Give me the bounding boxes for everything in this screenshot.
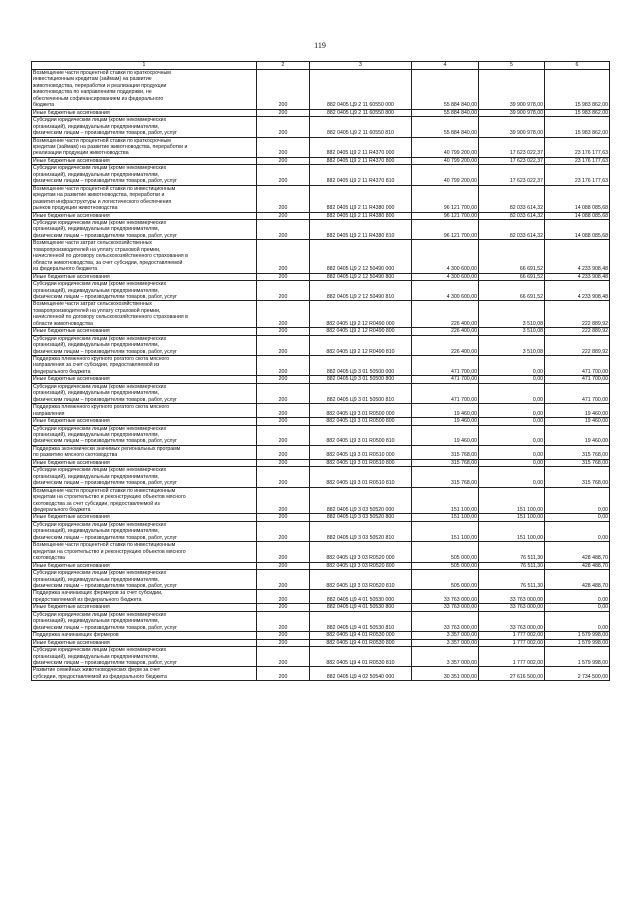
row-classification-code-cell: 882 0405 Ц9 3 01 50500 000 <box>310 356 412 376</box>
table-row <box>32 418 610 425</box>
row-approved-amount-cell: 3 357 000,00 <box>412 647 479 667</box>
row-approved-amount-cell: 226 400,00 <box>412 335 479 355</box>
row-executed-amount-cell: 0,00 <box>479 383 545 403</box>
row-approved-amount-cell: 96 121 700,00 <box>412 219 479 239</box>
row-code-cell: 200 <box>257 604 310 611</box>
row-approved-amount-cell: 55 884 840,00 <box>412 70 479 110</box>
row-code-cell: 200 <box>257 570 310 590</box>
row-code-cell: 200 <box>257 467 310 487</box>
row-classification-code-cell: 882 0405 Ц9 3 01 R0510 000 <box>310 445 412 459</box>
table-row <box>32 117 610 137</box>
row-code-cell: 200 <box>257 356 310 376</box>
row-classification-code-cell: 882 0405 Ц9 2 12 R0490 000 <box>310 301 412 328</box>
row-code-cell: 200 <box>257 459 310 466</box>
row-name-cell: Иные бюджетные ассигнования <box>32 459 257 466</box>
row-approved-amount-cell: 96 121 700,00 <box>412 212 479 219</box>
row-approved-amount-cell: 471 700,00 <box>412 376 479 383</box>
row-unexecuted-amount-cell: 0,00 <box>545 521 610 541</box>
row-approved-amount-cell: 4 300 600,00 <box>412 281 479 301</box>
row-code-cell: 200 <box>257 514 310 521</box>
page-number: 119 <box>314 41 326 50</box>
row-name-cell: Иные бюджетные ассигнования <box>32 639 257 646</box>
row-approved-amount-cell: 226 400,00 <box>412 328 479 335</box>
row-unexecuted-amount-cell: 222 889,92 <box>545 335 610 355</box>
row-classification-code-cell: 882 0405 Ц9 4 01 R0530 810 <box>310 647 412 667</box>
table-row <box>32 219 610 239</box>
row-classification-code-cell: 882 0405 Ц9 3 01 R0510 810 <box>310 467 412 487</box>
row-code-cell: 200 <box>257 70 310 110</box>
row-executed-amount-cell: 0,00 <box>479 445 545 459</box>
row-executed-amount-cell: 0,00 <box>479 418 545 425</box>
row-unexecuted-amount-cell: 1 579 998,00 <box>545 647 610 667</box>
row-approved-amount-cell: 19 460,00 <box>412 404 479 418</box>
row-executed-amount-cell: 17 623 022,37 <box>479 165 545 185</box>
row-unexecuted-amount-cell: 4 233 908,48 <box>545 281 610 301</box>
row-name-cell: Субсидии юридическим лицам (кроме некоммерческих организаций), индивидуальным предпринимателям, физическим лицам – производителям товаров, работ, услуг <box>32 521 257 541</box>
row-approved-amount-cell: 471 700,00 <box>412 356 479 376</box>
table-row <box>32 404 610 418</box>
row-name-cell: Иные бюджетные ассигнования <box>32 273 257 280</box>
table-row <box>32 335 610 355</box>
row-code-cell: 200 <box>257 521 310 541</box>
row-code-cell: 200 <box>257 212 310 219</box>
row-name-cell: Субсидии юридическим лицам (кроме некоммерческих организаций), индивидуальным предпринимателям, физическим лицам – производителям товаров, работ, услуг <box>32 570 257 590</box>
row-classification-code-cell: 882 0405 Ц9 3 03 R0520 810 <box>310 570 412 590</box>
row-code-cell: 200 <box>257 240 310 273</box>
row-unexecuted-amount-cell: 2 734 500,00 <box>545 667 610 681</box>
row-approved-amount-cell: 4 300 600,00 <box>412 240 479 273</box>
row-approved-amount-cell: 19 460,00 <box>412 418 479 425</box>
row-code-cell: 200 <box>257 185 310 212</box>
row-classification-code-cell: 882 0405 Ц9 2 11 60550 810 <box>310 117 412 137</box>
row-unexecuted-amount-cell: 23 176 177,63 <box>545 137 610 157</box>
table-row <box>32 185 610 212</box>
column-header: 6 <box>545 62 610 70</box>
table-row <box>32 632 610 639</box>
row-name-cell: Иные бюджетные ассигнования <box>32 562 257 569</box>
row-classification-code-cell: 882 0405 Ц9 4 01 50530 800 <box>310 604 412 611</box>
row-code-cell: 200 <box>257 647 310 667</box>
table-row <box>32 562 610 569</box>
table-row <box>32 328 610 335</box>
table-row <box>32 383 610 403</box>
row-name-cell: Поддержка начинающих фермеров <box>32 632 257 639</box>
table-row <box>32 639 610 646</box>
row-classification-code-cell: 882 0405 Ц9 2 11 R4370 000 <box>310 137 412 157</box>
row-approved-amount-cell: 315 768,00 <box>412 459 479 466</box>
row-name-cell: Субсидии юридическим лицам (кроме некоммерческих организаций), индивидуальным предпринимателям, физическим лицам – производителям товаров, работ, услуг <box>32 165 257 185</box>
table-row <box>32 459 610 466</box>
row-code-cell: 200 <box>257 109 310 116</box>
row-code-cell: 200 <box>257 418 310 425</box>
row-code-cell: 200 <box>257 639 310 646</box>
row-unexecuted-amount-cell: 23 176 177,63 <box>545 157 610 164</box>
row-executed-amount-cell: 17 623 022,37 <box>479 137 545 157</box>
row-name-cell: Возмещение части затрат сельскохозяйственных товаропроизводителей на уплату страховой премии, начисленной по договору сельскохозяйственного страхования в области животноводства, за счет субсидии, предоставляемой из федерального бюджета <box>32 240 257 273</box>
row-name-cell: Иные бюджетные ассигнования <box>32 418 257 425</box>
table-row <box>32 301 610 328</box>
column-header: 5 <box>479 62 545 70</box>
row-executed-amount-cell: 82 033 614,32 <box>479 185 545 212</box>
row-classification-code-cell: 882 0405 Ц9 3 03 50520 000 <box>310 487 412 514</box>
row-executed-amount-cell: 1 777 002,00 <box>479 639 545 646</box>
row-name-cell: Субсидии юридическим лицам (кроме некоммерческих организаций), индивидуальным предпринимателям, физическим лицам – производителям товаров, работ, услуг <box>32 335 257 355</box>
row-executed-amount-cell: 27 616 500,00 <box>479 667 545 681</box>
row-classification-code-cell: 882 0405 Ц9 2 11 R4380 810 <box>310 219 412 239</box>
row-classification-code-cell: 882 0405 Ц9 3 01 R0510 800 <box>310 459 412 466</box>
row-unexecuted-amount-cell: 0,00 <box>545 611 610 631</box>
row-code-cell: 200 <box>257 425 310 445</box>
row-approved-amount-cell: 33 763 000,00 <box>412 590 479 604</box>
row-name-cell: Субсидии юридическим лицам (кроме некоммерческих организаций), индивидуальным предпринимателям, физическим лицам – производителям товаров, работ, услуг <box>32 647 257 667</box>
row-name-cell: Субсидии юридическим лицам (кроме некоммерческих организаций), индивидуальным предпринимателям, физическим лицам – производителям товаров, работ, услуг <box>32 219 257 239</box>
row-code-cell: 200 <box>257 404 310 418</box>
row-code-cell: 200 <box>257 376 310 383</box>
row-classification-code-cell: 882 0405 Ц9 3 01 R0500 800 <box>310 418 412 425</box>
row-name-cell: Поддержка племенного крупного рогатого скота мясного направления за счет субсидии, предоставляемой из федерального бюджета <box>32 356 257 376</box>
table-row <box>32 165 610 185</box>
table-row <box>32 70 610 110</box>
row-unexecuted-amount-cell: 23 176 177,63 <box>545 165 610 185</box>
table-row <box>32 570 610 590</box>
row-executed-amount-cell: 1 777 002,00 <box>479 647 545 667</box>
row-approved-amount-cell: 471 700,00 <box>412 383 479 403</box>
row-classification-code-cell: 882 0405 Ц9 2 11 R4380 800 <box>310 212 412 219</box>
row-classification-code-cell: 882 0405 Ц9 2 11 R4370 800 <box>310 157 412 164</box>
row-unexecuted-amount-cell: 1 579 998,00 <box>545 639 610 646</box>
row-executed-amount-cell: 0,00 <box>479 404 545 418</box>
row-unexecuted-amount-cell: 15 983 862,00 <box>545 109 610 116</box>
table-row <box>32 137 610 157</box>
row-executed-amount-cell: 151 100,00 <box>479 514 545 521</box>
row-unexecuted-amount-cell: 19 460,00 <box>545 425 610 445</box>
row-unexecuted-amount-cell: 315 768,00 <box>545 459 610 466</box>
row-approved-amount-cell: 40 799 200,00 <box>412 137 479 157</box>
row-name-cell: Иные бюджетные ассигнования <box>32 157 257 164</box>
row-executed-amount-cell: 1 777 002,00 <box>479 632 545 639</box>
row-name-cell: Поддержка экономически значимых региональных программ по развитию мясного скотоводства <box>32 445 257 459</box>
table-row <box>32 281 610 301</box>
row-unexecuted-amount-cell: 0,00 <box>545 487 610 514</box>
table-row <box>32 611 610 631</box>
row-code-cell: 200 <box>257 542 310 562</box>
row-unexecuted-amount-cell: 471 700,00 <box>545 383 610 403</box>
row-executed-amount-cell: 76 511,30 <box>479 562 545 569</box>
row-name-cell: Иные бюджетные ассигнования <box>32 514 257 521</box>
row-unexecuted-amount-cell: 15 983 862,00 <box>545 117 610 137</box>
row-code-cell: 200 <box>257 335 310 355</box>
row-code-cell: 200 <box>257 157 310 164</box>
row-name-cell: Иные бюджетные ассигнования <box>32 376 257 383</box>
row-name-cell: Возмещение части процентной ставки по инвестиционным кредитам на строительство и реконструкцию объектов мясного скотоводства за счет субсидии, предоставляемой из федерального бюджета <box>32 487 257 514</box>
row-name-cell: Субсидии юридическим лицам (кроме некоммерческих организаций), индивидуальным предпринимателям, физическим лицам – производителям товаров, работ, услуг <box>32 117 257 137</box>
row-name-cell: Возмещение части затрат сельскохозяйственных товаропроизводителей на уплату страховой премии, начисленной по договору сельскохозяйственного страхования в области животноводства <box>32 301 257 328</box>
row-name-cell: Иные бюджетные ассигнования <box>32 328 257 335</box>
row-unexecuted-amount-cell: 1 579 998,00 <box>545 632 610 639</box>
row-approved-amount-cell: 33 763 000,00 <box>412 604 479 611</box>
row-classification-code-cell: 882 0405 Ц9 3 01 50500 810 <box>310 383 412 403</box>
row-executed-amount-cell: 0,00 <box>479 467 545 487</box>
row-approved-amount-cell: 151 100,00 <box>412 487 479 514</box>
row-classification-code-cell: 882 0405 Ц9 3 03 50520 810 <box>310 521 412 541</box>
row-code-cell: 200 <box>257 301 310 328</box>
row-code-cell: 200 <box>257 281 310 301</box>
row-name-cell: Возмещение части процентной ставки по краткосрочным кредитам (займам) на развитие животноводства, переработки и реализации продукции животноводства <box>32 137 257 157</box>
row-executed-amount-cell: 151 100,00 <box>479 521 545 541</box>
row-executed-amount-cell: 39 900 978,00 <box>479 109 545 116</box>
row-name-cell: Субсидии юридическим лицам (кроме некоммерческих организаций), индивидуальным предпринимателям, физическим лицам – производителям товаров, работ, услуг <box>32 611 257 631</box>
row-code-cell: 200 <box>257 487 310 514</box>
row-approved-amount-cell: 505 000,00 <box>412 562 479 569</box>
row-code-cell: 200 <box>257 328 310 335</box>
row-unexecuted-amount-cell: 0,00 <box>545 514 610 521</box>
row-executed-amount-cell: 151 100,00 <box>479 487 545 514</box>
row-approved-amount-cell: 3 357 000,00 <box>412 639 479 646</box>
row-unexecuted-amount-cell: 471 700,00 <box>545 356 610 376</box>
row-executed-amount-cell: 66 691,52 <box>479 281 545 301</box>
row-approved-amount-cell: 4 300 600,00 <box>412 273 479 280</box>
row-executed-amount-cell: 33 763 000,00 <box>479 611 545 631</box>
row-name-cell: Поддержка начинающих фермеров за счет субсидии, предоставляемой из федерального бюджета <box>32 590 257 604</box>
row-code-cell: 200 <box>257 117 310 137</box>
row-name-cell: Возмещение части процентной ставки по инвестиционным кредитам на строительство и реконструкцию объектов мясного скотоводства <box>32 542 257 562</box>
row-unexecuted-amount-cell: 15 983 862,00 <box>545 70 610 110</box>
row-approved-amount-cell: 505 000,00 <box>412 542 479 562</box>
row-code-cell: 200 <box>257 445 310 459</box>
row-unexecuted-amount-cell: 19 460,00 <box>545 418 610 425</box>
row-classification-code-cell: 882 0405 Ц9 4 02 50540 000 <box>310 667 412 681</box>
row-executed-amount-cell: 0,00 <box>479 376 545 383</box>
row-unexecuted-amount-cell: 19 460,00 <box>545 404 610 418</box>
row-classification-code-cell: 882 0405 Ц9 2 12 R0490 810 <box>310 335 412 355</box>
table-row <box>32 376 610 383</box>
row-classification-code-cell: 882 0405 Ц9 2 12 50490 000 <box>310 240 412 273</box>
row-classification-code-cell: 882 0405 Ц9 3 01 50500 800 <box>310 376 412 383</box>
row-classification-code-cell: 882 0405 Ц9 2 12 50490 810 <box>310 281 412 301</box>
row-approved-amount-cell: 96 121 700,00 <box>412 185 479 212</box>
budget-execution-table <box>31 61 610 681</box>
row-name-cell: Поддержка племенного крупного рогатого скота мясного направления <box>32 404 257 418</box>
row-unexecuted-amount-cell: 4 233 908,48 <box>545 273 610 280</box>
row-classification-code-cell: 882 0405 Ц9 2 12 50490 800 <box>310 273 412 280</box>
column-header: 4 <box>412 62 479 70</box>
row-code-cell: 200 <box>257 611 310 631</box>
row-unexecuted-amount-cell: 0,00 <box>545 590 610 604</box>
row-approved-amount-cell: 40 799 200,00 <box>412 157 479 164</box>
table-row <box>32 590 610 604</box>
row-code-cell: 200 <box>257 137 310 157</box>
row-unexecuted-amount-cell: 14 088 085,68 <box>545 212 610 219</box>
row-unexecuted-amount-cell: 315 768,00 <box>545 445 610 459</box>
row-name-cell: Субсидии юридическим лицам (кроме некоммерческих организаций), индивидуальным предпринимателям, физическим лицам – производителям товаров, работ, услуг <box>32 467 257 487</box>
row-approved-amount-cell: 40 799 200,00 <box>412 165 479 185</box>
row-classification-code-cell: 882 0405 Ц9 3 03 R0520 800 <box>310 562 412 569</box>
table-row <box>32 514 610 521</box>
row-unexecuted-amount-cell: 428 488,70 <box>545 562 610 569</box>
row-unexecuted-amount-cell: 0,00 <box>545 604 610 611</box>
row-classification-code-cell: 882 0405 Ц9 4 01 R0530 000 <box>310 632 412 639</box>
row-unexecuted-amount-cell: 4 233 908,48 <box>545 240 610 273</box>
row-classification-code-cell: 882 0405 Ц9 3 03 R0520 000 <box>310 542 412 562</box>
table-row <box>32 212 610 219</box>
row-approved-amount-cell: 3 357 000,00 <box>412 632 479 639</box>
column-header: 3 <box>310 62 412 70</box>
row-executed-amount-cell: 33 763 000,00 <box>479 590 545 604</box>
row-approved-amount-cell: 151 100,00 <box>412 514 479 521</box>
row-unexecuted-amount-cell: 222 889,92 <box>545 301 610 328</box>
row-unexecuted-amount-cell: 222 889,92 <box>545 328 610 335</box>
row-executed-amount-cell: 0,00 <box>479 356 545 376</box>
row-approved-amount-cell: 315 768,00 <box>412 445 479 459</box>
row-classification-code-cell: 882 0405 Ц9 4 01 50530 000 <box>310 590 412 604</box>
row-name-cell: Субсидии юридическим лицам (кроме некоммерческих организаций), индивидуальным предпринимателям, физическим лицам – производителям товаров, работ, услуг <box>32 425 257 445</box>
row-executed-amount-cell: 82 033 614,32 <box>479 212 545 219</box>
table-row <box>32 356 610 376</box>
row-executed-amount-cell: 33 763 000,00 <box>479 604 545 611</box>
row-approved-amount-cell: 505 000,00 <box>412 570 479 590</box>
row-name-cell: Возмещение части процентной ставки по краткосрочным инвестиционным кредитам (займам) на развитие животноводства, переработки и реализации продукции животноводства по направлениям поддержки, не обеспеченным софинансированием из федерального бюджета <box>32 70 257 110</box>
table-row <box>32 647 610 667</box>
row-unexecuted-amount-cell: 14 088 085,68 <box>545 185 610 212</box>
row-executed-amount-cell: 39 900 978,00 <box>479 70 545 110</box>
table-row <box>32 425 610 445</box>
row-name-cell: Субсидии юридическим лицам (кроме некоммерческих организаций), индивидуальным предпринимателям, физическим лицам – производителям товаров, работ, услуг <box>32 383 257 403</box>
row-executed-amount-cell: 3 510,08 <box>479 301 545 328</box>
row-executed-amount-cell: 66 691,52 <box>479 273 545 280</box>
row-code-cell: 200 <box>257 667 310 681</box>
table-body <box>32 70 610 681</box>
row-executed-amount-cell: 17 623 022,37 <box>479 157 545 164</box>
row-code-cell: 200 <box>257 590 310 604</box>
table-row <box>32 542 610 562</box>
row-classification-code-cell: 882 0405 Ц9 2 11 R4370 810 <box>310 165 412 185</box>
row-executed-amount-cell: 66 691,52 <box>479 240 545 273</box>
row-name-cell: Субсидии юридическим лицам (кроме некоммерческих организаций), индивидуальным предпринимателям, физическим лицам – производителям товаров, работ, услуг <box>32 281 257 301</box>
table-row <box>32 604 610 611</box>
column-header: 1 <box>32 62 257 70</box>
row-approved-amount-cell: 315 768,00 <box>412 467 479 487</box>
row-executed-amount-cell: 39 900 978,00 <box>479 117 545 137</box>
row-name-cell: Развитие семейных животноводческих ферм за счет субсидии, предоставляемой из федерального бюджета <box>32 667 257 681</box>
row-executed-amount-cell: 3 510,08 <box>479 335 545 355</box>
row-classification-code-cell: 882 0405 Ц9 3 01 R0500 810 <box>310 425 412 445</box>
row-executed-amount-cell: 3 510,08 <box>479 328 545 335</box>
row-name-cell: Иные бюджетные ассигнования <box>32 109 257 116</box>
row-executed-amount-cell: 82 033 614,32 <box>479 219 545 239</box>
row-code-cell: 200 <box>257 632 310 639</box>
column-header: 2 <box>257 62 310 70</box>
row-unexecuted-amount-cell: 14 088 085,68 <box>545 219 610 239</box>
row-executed-amount-cell: 76 511,30 <box>479 542 545 562</box>
table-row <box>32 109 610 116</box>
table-row <box>32 467 610 487</box>
row-code-cell: 200 <box>257 165 310 185</box>
row-unexecuted-amount-cell: 428 488,70 <box>545 570 610 590</box>
row-classification-code-cell: 882 0405 Ц9 2 12 R0490 800 <box>310 328 412 335</box>
row-executed-amount-cell: 76 511,30 <box>479 570 545 590</box>
row-name-cell: Иные бюджетные ассигнования <box>32 212 257 219</box>
row-unexecuted-amount-cell: 428 488,70 <box>545 542 610 562</box>
row-executed-amount-cell: 0,00 <box>479 459 545 466</box>
table-row <box>32 667 610 681</box>
row-approved-amount-cell: 55 884 840,00 <box>412 109 479 116</box>
table-header-row <box>32 62 610 70</box>
row-classification-code-cell: 882 0405 Ц9 4 01 R0530 800 <box>310 639 412 646</box>
row-approved-amount-cell: 33 763 000,00 <box>412 611 479 631</box>
row-code-cell: 200 <box>257 383 310 403</box>
row-code-cell: 200 <box>257 273 310 280</box>
row-classification-code-cell: 882 0405 Ц9 4 01 50530 810 <box>310 611 412 631</box>
row-approved-amount-cell: 226 400,00 <box>412 301 479 328</box>
table-row <box>32 521 610 541</box>
row-approved-amount-cell: 30 351 000,00 <box>412 667 479 681</box>
row-approved-amount-cell: 19 460,00 <box>412 425 479 445</box>
row-unexecuted-amount-cell: 471 700,00 <box>545 376 610 383</box>
table-row <box>32 273 610 280</box>
row-approved-amount-cell: 55 884 840,00 <box>412 117 479 137</box>
row-executed-amount-cell: 0,00 <box>479 425 545 445</box>
row-classification-code-cell: 882 0405 Ц9 2 11 R4380 000 <box>310 185 412 212</box>
table-row <box>32 487 610 514</box>
table-row <box>32 240 610 273</box>
row-code-cell: 200 <box>257 219 310 239</box>
row-unexecuted-amount-cell: 315 768,00 <box>545 467 610 487</box>
row-classification-code-cell: 882 0405 Ц9 3 03 50520 800 <box>310 514 412 521</box>
row-classification-code-cell: 882 0405 Ц9 3 01 R0500 000 <box>310 404 412 418</box>
table-row <box>32 157 610 164</box>
row-classification-code-cell: 882 0405 Ц9 2 11 60550 800 <box>310 109 412 116</box>
row-name-cell: Возмещение части процентной ставки по инвестиционным кредитам на развитие животноводства, переработки и развития инфраструктуры и логистического обеспечения рынков продукции животноводства <box>32 185 257 212</box>
row-approved-amount-cell: 151 100,00 <box>412 521 479 541</box>
row-name-cell: Иные бюджетные ассигнования <box>32 604 257 611</box>
row-classification-code-cell: 882 0405 Ц9 2 11 60550 000 <box>310 70 412 110</box>
table-row <box>32 445 610 459</box>
row-code-cell: 200 <box>257 562 310 569</box>
